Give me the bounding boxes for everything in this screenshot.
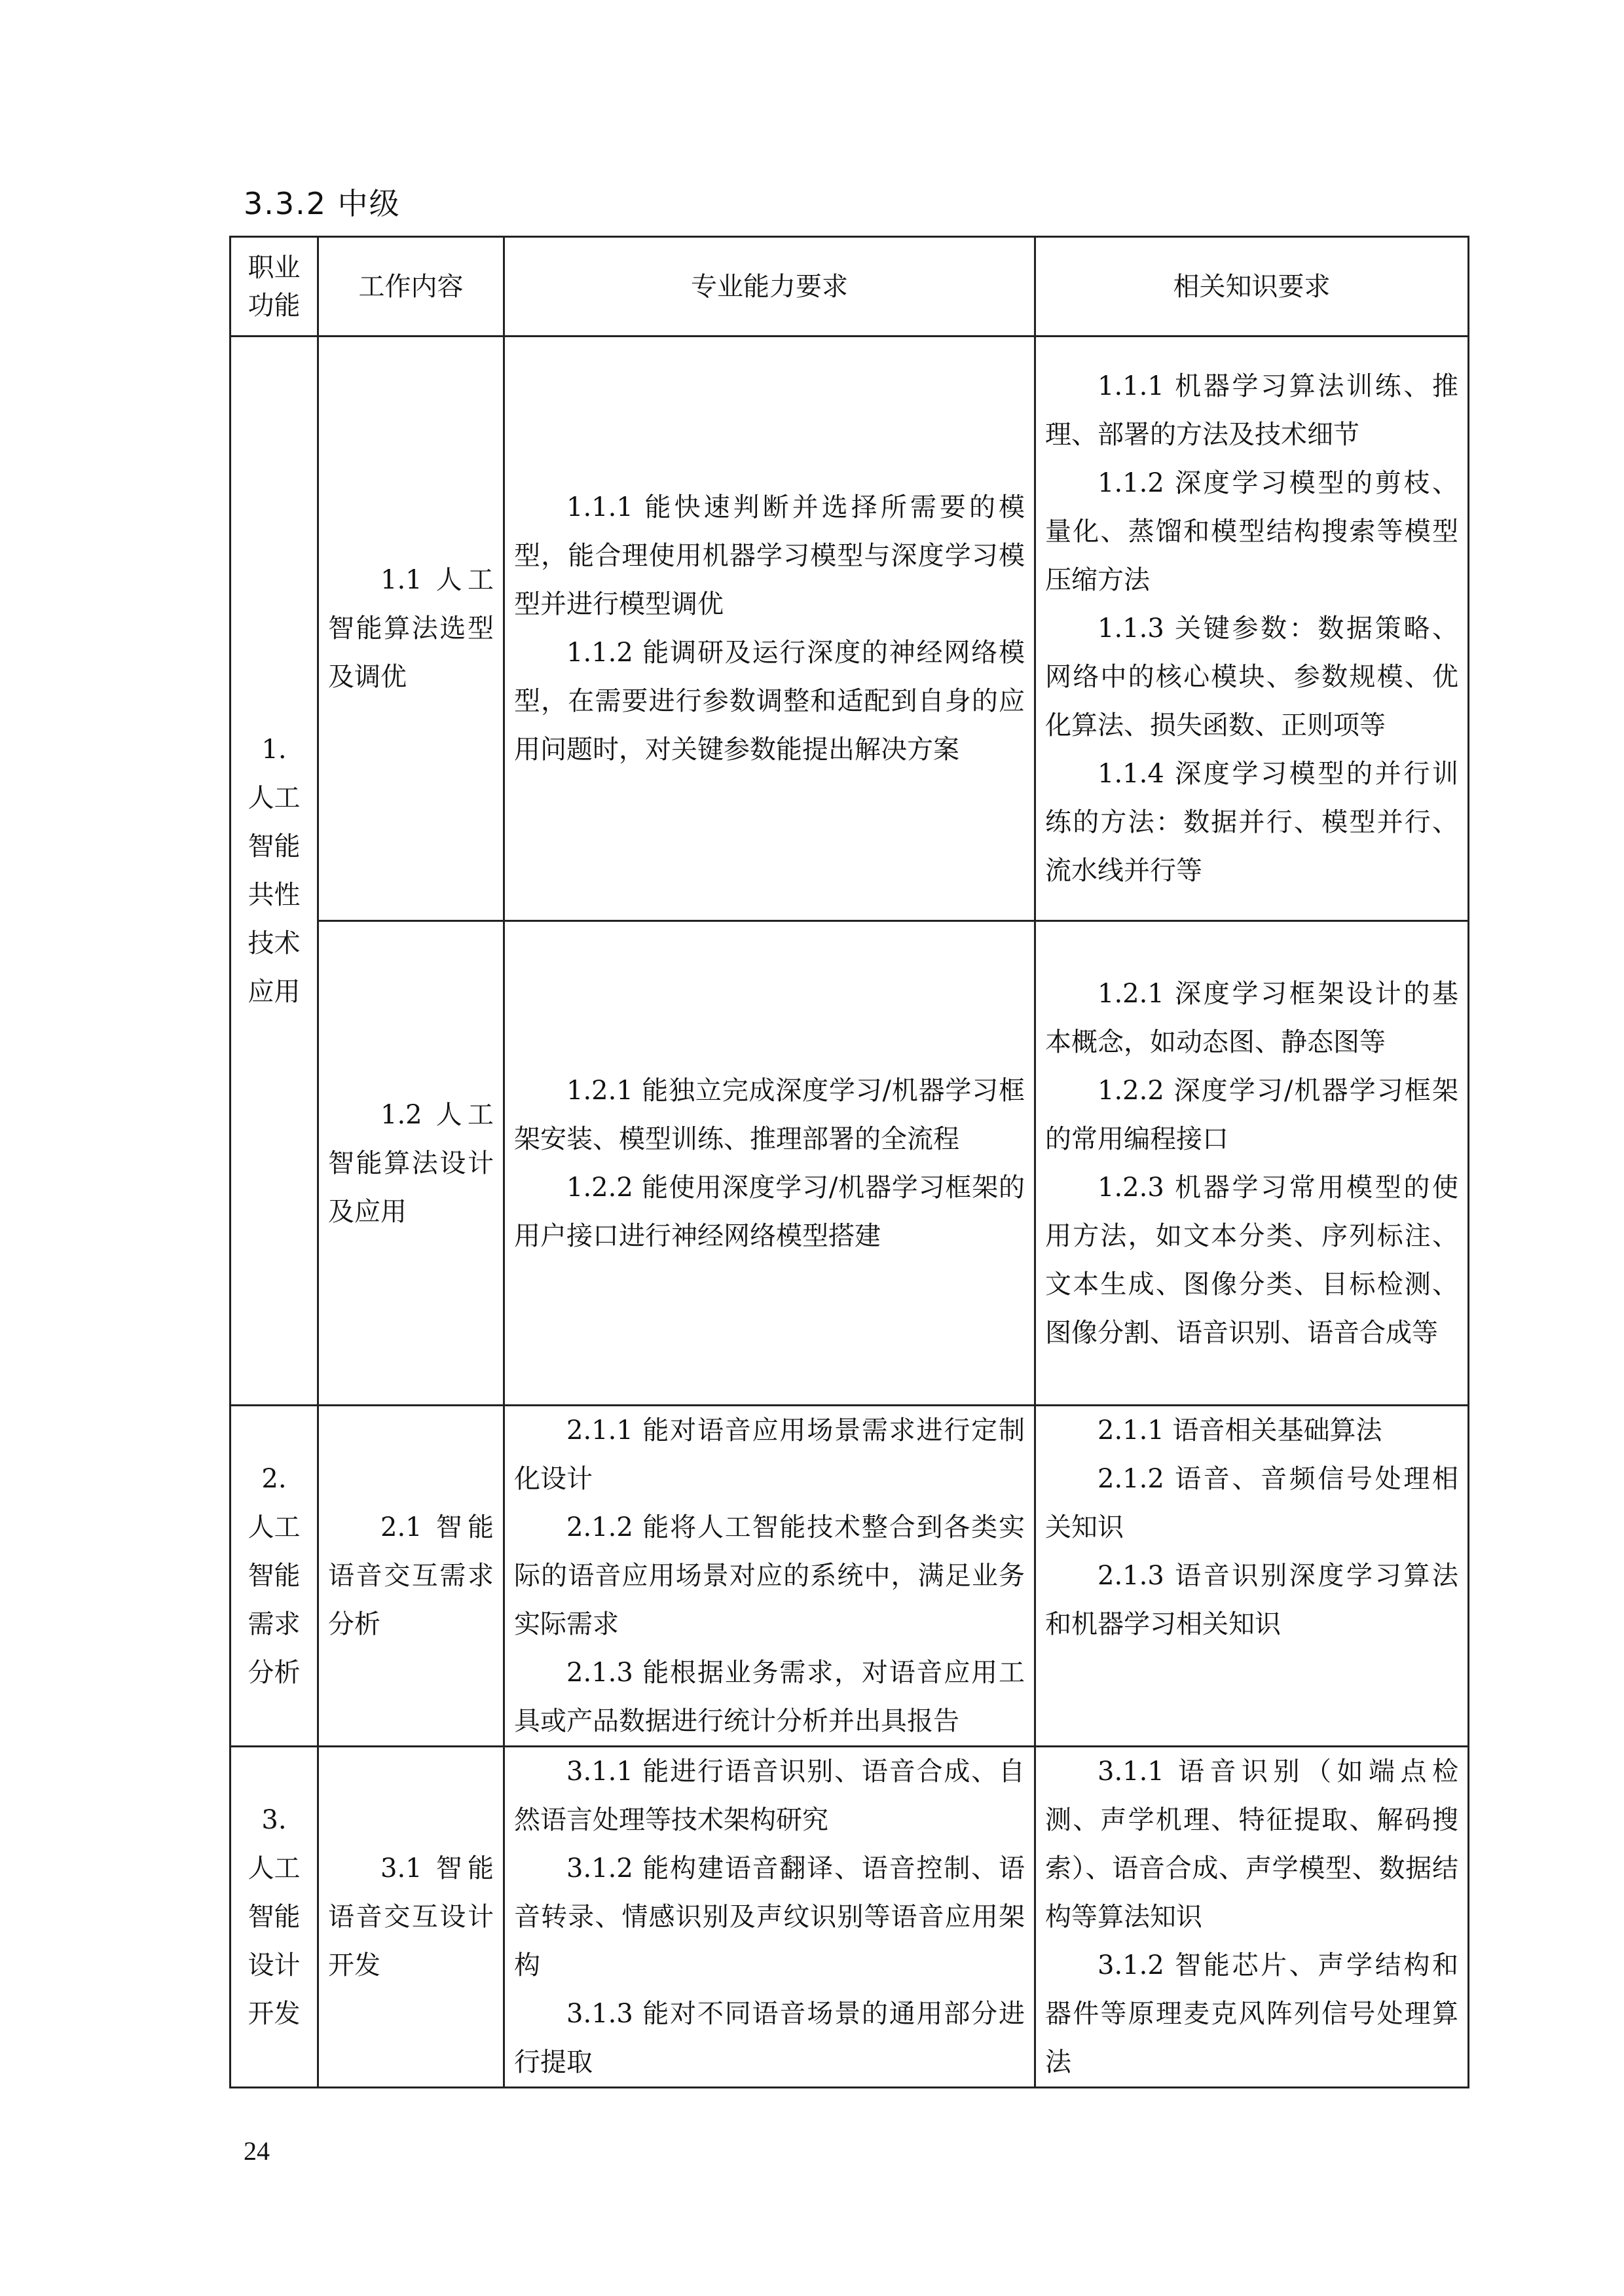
- function-line: 分析: [248, 1658, 301, 1688]
- function-cell: [231, 1747, 318, 2088]
- work-content-text: 1.2 人工智能算法设计及应用: [328, 1099, 494, 1227]
- knowledge-item: 2.1.2 语音、音频信号处理相关知识: [1045, 1464, 1458, 1542]
- knowledge-item: 1.2.2 深度学习/机器学习框架的常用编程接口: [1045, 1075, 1458, 1154]
- knowledge-cell: [1035, 921, 1469, 1406]
- function-line: 2.: [261, 1464, 287, 1494]
- knowledge-item: 1.1.3 关键参数：数据策略、网络中的核心模块、参数规模、优化算法、损失函数、正则项等: [1045, 613, 1458, 740]
- section-heading: 3.3.2 中级: [244, 186, 401, 221]
- knowledge-item: 1.1.1 机器学习算法训练、推理、部署的方法及技术细节: [1045, 371, 1458, 450]
- work-content-cell: [318, 1406, 504, 1747]
- function-line: 应用: [248, 977, 301, 1007]
- function-line: 技术: [248, 928, 301, 958]
- table-header-row: [231, 237, 1469, 337]
- skill-cell: [504, 1747, 1035, 2088]
- skill-cell: [504, 1406, 1035, 1747]
- knowledge-cell: [1035, 1406, 1469, 1747]
- function-line: 智能: [248, 1561, 301, 1591]
- skill-item: 1.1.1 能快速判断并选择所需要的模型，能合理使用机器学习模型与深度学习模型并进行模型调优: [514, 492, 1025, 619]
- work-content-text: 3.1 智能语音交互设计开发: [328, 1853, 494, 1980]
- skill-item: 3.1.3 能对不同语音场景的通用部分进行提取: [514, 1999, 1025, 2077]
- knowledge-item: 2.1.1 语音相关基础算法: [1098, 1415, 1382, 1446]
- header-function-line: 职业: [248, 252, 301, 283]
- header-work: 工作内容: [318, 237, 504, 337]
- function-cell: [231, 1406, 318, 1747]
- function-line: 需求: [248, 1609, 301, 1639]
- header-knowledge: 相关知识要求: [1035, 237, 1469, 337]
- function-line: 人工: [248, 1853, 301, 1884]
- knowledge-item: 3.1.1 语音识别（如端点检测、声学机理、特征提取、解码搜索）、语音合成、声学模型、数据结构等算法知识: [1045, 1757, 1458, 1932]
- table-row: [231, 1406, 1469, 1747]
- skill-item: 1.2.2 能使用深度学习/机器学习框架的用户接口进行神经网络模型搭建: [514, 1172, 1025, 1251]
- header-skill: 专业能力要求: [504, 237, 1035, 337]
- function-line: 设计: [248, 1950, 301, 1980]
- skill-item: 2.1.2 能将人工智能技术整合到各类实际的语音应用场景对应的系统中，满足业务实际需求: [514, 1512, 1025, 1639]
- table-row: [231, 337, 1469, 921]
- header-function: [231, 237, 318, 337]
- skill-item: 1.2.1 能独立完成深度学习/机器学习框架安装、模型训练、推理部署的全流程: [514, 1075, 1025, 1154]
- page-number: 24: [244, 2136, 270, 2166]
- knowledge-item: 2.1.3 语音识别深度学习算法和机器学习相关知识: [1045, 1561, 1458, 1639]
- skill-item: 3.1.1 能进行语音识别、语音合成、自然语言处理等技术架构研究: [514, 1757, 1025, 1835]
- skill-item: 2.1.1 能对语音应用场景需求进行定制化设计: [514, 1415, 1025, 1494]
- knowledge-item: 3.1.2 智能芯片、声学结构和器件等原理麦克风阵列信号处理算法: [1045, 1950, 1458, 2077]
- function-line: 1.: [261, 735, 287, 765]
- skill-item: 2.1.3 能根据业务需求，对语音应用工具或产品数据进行统计分析并出具报告: [514, 1658, 1025, 1736]
- table-row: [231, 921, 1469, 1406]
- knowledge-item: 1.1.4 深度学习模型的并行训练的方法：数据并行、模型并行、流水线并行等: [1045, 759, 1458, 886]
- knowledge-cell: [1035, 1747, 1469, 2088]
- skill-cell: [504, 337, 1035, 921]
- table-row: [231, 1747, 1469, 2088]
- header-function-line: 功能: [248, 290, 301, 321]
- competency-table: [229, 236, 1469, 2088]
- function-line: 智能: [248, 1902, 301, 1932]
- skill-cell: [504, 921, 1035, 1406]
- work-content-cell: [318, 337, 504, 921]
- function-line: 人工: [248, 783, 301, 813]
- function-line: 开发: [248, 1999, 301, 2029]
- skill-item: 3.1.2 能构建语音翻译、语音控制、语音转录、情感识别及声纹识别等语音应用架构: [514, 1853, 1025, 1980]
- function-line: 人工: [248, 1512, 301, 1542]
- function-line: 共性: [248, 880, 301, 910]
- function-cell: [231, 337, 318, 1406]
- function-line: 智能: [248, 831, 301, 862]
- work-content-text: 2.1 智能语音交互需求分析: [328, 1512, 494, 1639]
- knowledge-item: 1.1.2 深度学习模型的剪枝、量化、蒸馏和模型结构搜索等模型压缩方法: [1045, 468, 1458, 595]
- work-content-cell: [318, 1747, 504, 2088]
- knowledge-item: 1.2.3 机器学习常用模型的使用方法，如文本分类、序列标注、文本生成、图像分类、目标检测、图像分割、语音识别、语音合成等: [1045, 1172, 1458, 1348]
- work-content-cell: [318, 921, 504, 1406]
- skill-item: 1.1.2 能调研及运行深度的神经网络模型，在需要进行参数调整和适配到自身的应用问题时，对关键参数能提出解决方案: [514, 638, 1025, 765]
- function-line: 3.: [261, 1805, 287, 1835]
- work-content-text: 1.1 人工智能算法选型及调优: [328, 565, 494, 692]
- knowledge-item: 1.2.1 深度学习框架设计的基本概念，如动态图、静态图等: [1045, 978, 1458, 1057]
- knowledge-cell: [1035, 337, 1469, 921]
